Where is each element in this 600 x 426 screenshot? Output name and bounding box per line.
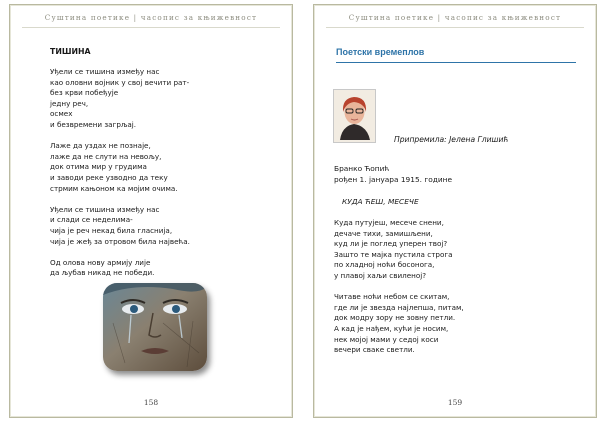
poem-line: и заводи реке узводно да теку xyxy=(50,172,168,182)
poem-line: куд ли је поглед уперен твој? xyxy=(334,239,448,249)
stanza xyxy=(334,292,574,356)
poem-body xyxy=(334,218,574,366)
author-name: Бранко Ћопић xyxy=(334,164,390,173)
section-title: Поетски времеплов xyxy=(336,47,425,57)
poem-line: чија је жеђ за отровом била највећа. xyxy=(50,236,190,246)
right-page xyxy=(313,4,597,418)
poem-line: и безвремени загрљај. xyxy=(50,119,137,129)
poem-line: Уђели се тишина између нас xyxy=(50,204,160,214)
poem-line: без крви побеђује xyxy=(50,88,119,98)
poem-line: Зашто те мајка пустила строга xyxy=(334,249,453,259)
poem-body xyxy=(50,67,270,289)
poem-line: Лаже да уздах не познаје, xyxy=(50,141,151,151)
page-number: 158 xyxy=(143,398,159,407)
poem-title: КУДА ЋЕШ, МЕСЕЧЕ xyxy=(342,197,419,206)
poem-title: ТИШИНА xyxy=(50,47,91,56)
poem-line: да љубав никад не победи. xyxy=(50,268,155,278)
stanza xyxy=(50,205,270,247)
stanza xyxy=(50,258,270,279)
poem-line: где ли је звезда најлепша, питам, xyxy=(334,302,464,312)
poem-line: и слади се неделима- xyxy=(50,215,133,225)
header-divider xyxy=(22,27,280,28)
poem-line: осмех xyxy=(50,109,73,119)
poem-line: као оловни војник у свој вечити рат- xyxy=(50,77,190,87)
stanza xyxy=(50,141,270,194)
prepared-by: Припремила: Јелена Глишић xyxy=(394,135,509,144)
page-header: Суштина поетике | часопис за књижевност xyxy=(348,13,562,22)
header-divider xyxy=(326,27,584,28)
author-info xyxy=(334,163,452,185)
crying-face-illustration xyxy=(103,283,207,371)
poem-line: стрмим кањоном ка мојим очима. xyxy=(50,183,178,193)
poem-line: А кад је нађем, кући је носим, xyxy=(334,323,449,333)
page-header: Суштина поетике | часопис за књижевност xyxy=(44,13,258,22)
poem-line: Уђели се тишина између нас xyxy=(50,67,160,76)
author-birth: рођен 1. јануара 1915. године xyxy=(334,175,453,184)
left-page xyxy=(9,4,293,418)
poem-line: лаже да не слути на невољу, xyxy=(50,151,162,161)
poem-line: чија је реч некад била гласнија, xyxy=(50,225,173,235)
poem-line: док модру зору не зовну петли. xyxy=(334,313,456,323)
poem-line: док отима мир у грудима xyxy=(50,162,147,172)
section-divider xyxy=(336,62,576,63)
page-number: 159 xyxy=(447,398,463,407)
poem-line: по хладној ноћи босонога, xyxy=(334,260,435,270)
poem-line: Куда путујеш, месече снени, xyxy=(334,218,444,227)
poem-line: нек мојој мами у седој коси xyxy=(334,334,439,344)
poem-line: Читаве ноћи небом се скитам, xyxy=(334,292,450,302)
stanza xyxy=(334,218,574,282)
poem-line: дечаче тихи, замишљени, xyxy=(334,228,433,238)
editor-photo xyxy=(333,89,376,143)
poem-line: Од олова нову армију лије xyxy=(50,257,151,267)
stanza xyxy=(50,67,270,131)
poem-line: у плавој хаљи свиленој? xyxy=(334,270,427,280)
poem-line: једну реч, xyxy=(50,98,89,108)
poem-line: вечери сваке светли. xyxy=(334,345,415,355)
